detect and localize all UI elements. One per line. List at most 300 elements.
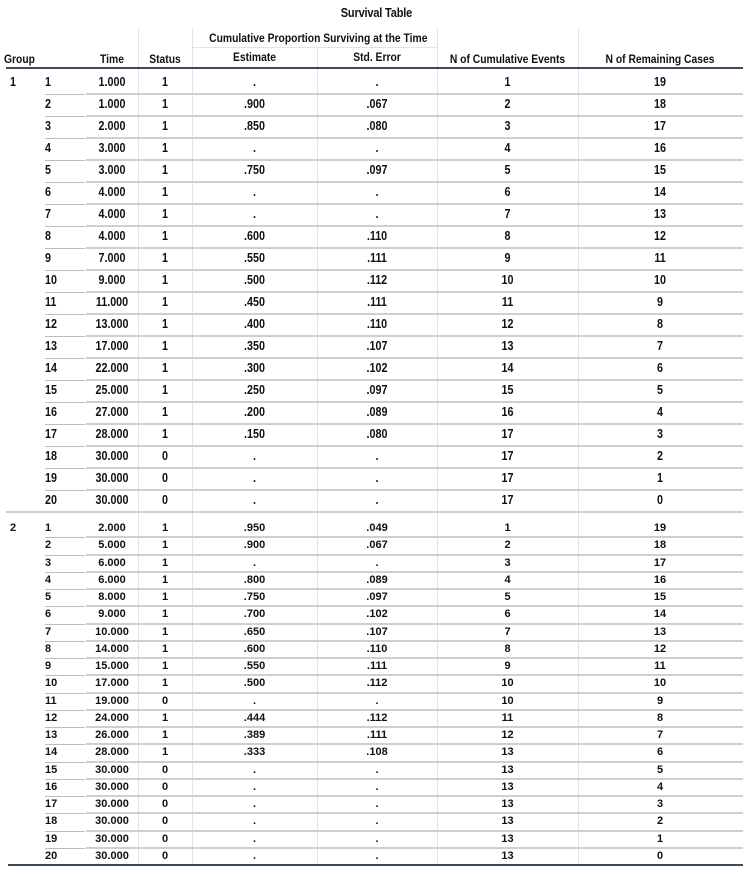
row-number: 7 bbox=[45, 625, 52, 638]
n-cumulative-events-cell: 13 bbox=[501, 780, 514, 793]
row-divider bbox=[86, 137, 743, 139]
row-number: 10 bbox=[45, 677, 58, 690]
row-number: 19 bbox=[45, 832, 58, 845]
n-cumulative-events-cell: 13 bbox=[501, 763, 514, 776]
row-number: 6 bbox=[45, 185, 51, 199]
row-number-divider bbox=[45, 336, 85, 337]
estimate-cell: .950 bbox=[243, 522, 266, 534]
n-remaining-cases-cell: 14 bbox=[653, 608, 667, 621]
row-number: 16 bbox=[45, 405, 57, 419]
estimate-cell: . bbox=[252, 849, 257, 862]
time-cell: 30.000 bbox=[95, 849, 129, 862]
time-cell: 2.000 bbox=[98, 119, 126, 133]
row-divider bbox=[86, 571, 743, 573]
row-number-divider bbox=[45, 116, 85, 117]
status-cell: 0 bbox=[162, 493, 168, 507]
status-cell: 1 bbox=[162, 207, 168, 221]
time-cell: 8.000 bbox=[98, 591, 126, 603]
std-error-cell: .107 bbox=[366, 339, 388, 353]
header-rule bbox=[6, 67, 743, 69]
n-cumulative-events-cell: 17 bbox=[501, 493, 514, 507]
row-number: 20 bbox=[45, 493, 57, 507]
row-divider bbox=[86, 743, 743, 745]
status-cell: 1 bbox=[161, 573, 169, 586]
status-cell: 1 bbox=[162, 97, 168, 111]
status-cell: 1 bbox=[162, 185, 168, 199]
n-remaining-cases-cell: 15 bbox=[653, 591, 667, 603]
row-number: 1 bbox=[45, 75, 51, 89]
header-n-remaining-cases: N of Remaining Cases bbox=[605, 52, 715, 66]
row-divider bbox=[86, 726, 743, 728]
time-cell: 30.000 bbox=[95, 780, 129, 793]
time-cell: 2.000 bbox=[98, 522, 126, 534]
row-divider bbox=[86, 291, 743, 293]
row-number: 2 bbox=[45, 97, 51, 111]
header-std-error: Std. Error bbox=[353, 50, 401, 64]
row-number-divider bbox=[45, 727, 85, 728]
std-error-cell: .080 bbox=[366, 427, 388, 441]
estimate-cell: .600 bbox=[244, 229, 265, 243]
status-cell: 0 bbox=[161, 763, 169, 776]
estimate-cell: . bbox=[252, 493, 256, 507]
n-cumulative-events-cell: 17 bbox=[501, 449, 514, 463]
n-remaining-cases-cell: 12 bbox=[654, 229, 666, 243]
estimate-cell: .600 bbox=[243, 642, 266, 655]
n-remaining-cases-cell: 6 bbox=[657, 361, 663, 375]
row-number: 3 bbox=[45, 556, 52, 569]
n-cumulative-events-cell: 11 bbox=[501, 711, 514, 724]
row-number-divider bbox=[45, 468, 85, 469]
time-cell: 30.000 bbox=[95, 832, 129, 845]
row-number-divider bbox=[45, 796, 85, 797]
std-error-cell: . bbox=[375, 141, 379, 155]
estimate-cell: . bbox=[252, 185, 256, 199]
n-cumulative-events-cell: 5 bbox=[504, 591, 511, 603]
n-remaining-cases-cell: 12 bbox=[653, 642, 667, 655]
row-number: 10 bbox=[45, 273, 57, 287]
n-remaining-cases-cell: 9 bbox=[656, 694, 664, 707]
status-cell: 1 bbox=[161, 539, 169, 552]
header-time: Time bbox=[100, 52, 124, 66]
estimate-cell: .444 bbox=[243, 711, 266, 724]
group-label: 2 bbox=[10, 522, 17, 534]
estimate-cell: .900 bbox=[244, 97, 265, 111]
std-error-cell: .111 bbox=[367, 295, 387, 309]
time-cell: 6.000 bbox=[98, 573, 126, 586]
std-error-cell: . bbox=[375, 780, 379, 793]
time-cell: 19.000 bbox=[95, 694, 129, 707]
status-cell: 1 bbox=[161, 625, 169, 638]
time-cell: 9.000 bbox=[98, 608, 126, 621]
n-remaining-cases-cell: 3 bbox=[656, 798, 664, 810]
estimate-cell: .389 bbox=[243, 729, 266, 741]
estimate-cell: . bbox=[252, 471, 256, 485]
time-cell: 4.000 bbox=[98, 185, 126, 199]
estimate-cell: .300 bbox=[244, 361, 265, 375]
row-number-divider bbox=[45, 446, 85, 447]
time-cell: 26.000 bbox=[95, 729, 129, 741]
row-divider bbox=[86, 657, 743, 659]
row-number-divider bbox=[45, 744, 85, 745]
n-cumulative-events-cell: 10 bbox=[501, 273, 514, 287]
row-divider bbox=[86, 445, 743, 447]
time-cell: 6.000 bbox=[98, 556, 126, 569]
n-cumulative-events-cell: 8 bbox=[504, 642, 511, 655]
row-divider bbox=[86, 812, 743, 814]
status-cell: 1 bbox=[162, 119, 168, 133]
row-number: 13 bbox=[45, 339, 57, 353]
header-status: Status bbox=[149, 52, 181, 66]
status-cell: 0 bbox=[161, 780, 169, 793]
n-remaining-cases-cell: 10 bbox=[653, 677, 667, 690]
n-remaining-cases-cell: 2 bbox=[656, 815, 664, 828]
row-divider bbox=[86, 203, 743, 205]
std-error-cell: .080 bbox=[366, 119, 388, 133]
n-remaining-cases-cell: 13 bbox=[653, 625, 667, 638]
std-error-cell: .049 bbox=[366, 522, 388, 534]
row-number: 11 bbox=[45, 694, 57, 707]
std-error-cell: .089 bbox=[366, 405, 388, 419]
row-divider bbox=[86, 795, 743, 797]
time-cell: 11.000 bbox=[95, 295, 129, 309]
row-number-divider bbox=[45, 226, 85, 227]
status-cell: 1 bbox=[162, 383, 168, 397]
row-number-divider bbox=[45, 537, 85, 538]
time-cell: 1.000 bbox=[98, 75, 126, 89]
estimate-cell: . bbox=[252, 763, 257, 776]
bottom-rule bbox=[8, 864, 743, 866]
n-remaining-cases-cell: 4 bbox=[656, 780, 664, 793]
time-cell: 4.000 bbox=[98, 207, 126, 221]
row-number: 18 bbox=[45, 449, 57, 463]
row-number: 4 bbox=[45, 573, 52, 586]
n-remaining-cases-cell: 6 bbox=[656, 746, 664, 759]
n-cumulative-events-cell: 14 bbox=[501, 361, 514, 375]
status-cell: 1 bbox=[161, 677, 169, 690]
std-error-cell: . bbox=[375, 493, 379, 507]
n-cumulative-events-cell: 13 bbox=[501, 849, 514, 862]
row-number-divider bbox=[45, 270, 85, 271]
group-divider bbox=[6, 511, 743, 513]
row-divider bbox=[86, 536, 743, 538]
row-number: 7 bbox=[45, 207, 51, 221]
n-cumulative-events-cell: 12 bbox=[501, 317, 514, 331]
row-number: 14 bbox=[45, 746, 58, 759]
status-cell: 1 bbox=[161, 746, 169, 759]
header-group: Group bbox=[4, 52, 35, 66]
std-error-cell: . bbox=[375, 449, 379, 463]
std-error-cell: .089 bbox=[366, 573, 388, 586]
n-cumulative-events-cell: 7 bbox=[504, 207, 511, 221]
row-number-divider bbox=[45, 358, 85, 359]
status-cell: 1 bbox=[161, 556, 169, 569]
estimate-cell: .150 bbox=[244, 427, 265, 441]
row-number-divider bbox=[45, 204, 85, 205]
row-number: 5 bbox=[45, 591, 52, 603]
estimate-cell: .700 bbox=[243, 608, 266, 621]
status-cell: 1 bbox=[161, 608, 169, 621]
row-number-divider bbox=[45, 182, 85, 183]
time-cell: 30.000 bbox=[95, 798, 129, 810]
row-divider bbox=[86, 115, 743, 117]
n-remaining-cases-cell: 13 bbox=[654, 207, 666, 221]
row-divider bbox=[86, 247, 743, 249]
time-cell: 25.000 bbox=[95, 383, 129, 397]
row-number: 20 bbox=[45, 849, 58, 862]
row-number: 1 bbox=[45, 522, 52, 534]
row-number: 17 bbox=[45, 427, 57, 441]
n-cumulative-events-cell: 2 bbox=[504, 97, 511, 111]
row-divider bbox=[86, 357, 743, 359]
status-cell: 1 bbox=[162, 339, 168, 353]
n-cumulative-events-cell: 13 bbox=[501, 832, 514, 845]
estimate-cell: .350 bbox=[244, 339, 265, 353]
n-cumulative-events-cell: 10 bbox=[501, 694, 514, 707]
std-error-cell: .110 bbox=[366, 642, 388, 655]
estimate-cell: .550 bbox=[243, 660, 266, 672]
row-number-divider bbox=[45, 402, 85, 403]
n-remaining-cases-cell: 11 bbox=[654, 251, 666, 265]
status-cell: 1 bbox=[162, 317, 168, 331]
row-divider bbox=[86, 467, 743, 469]
time-cell: 30.000 bbox=[95, 449, 129, 463]
status-cell: 0 bbox=[162, 449, 168, 463]
n-remaining-cases-cell: 11 bbox=[654, 660, 666, 672]
row-number-divider bbox=[45, 424, 85, 425]
n-remaining-cases-cell: 4 bbox=[657, 405, 663, 419]
row-number-divider bbox=[45, 314, 85, 315]
row-number: 8 bbox=[45, 229, 51, 243]
time-cell: 17.000 bbox=[95, 677, 129, 690]
time-cell: 5.000 bbox=[98, 539, 126, 552]
time-cell: 28.000 bbox=[95, 427, 129, 441]
n-remaining-cases-cell: 18 bbox=[653, 539, 667, 552]
time-cell: 9.000 bbox=[98, 273, 126, 287]
estimate-cell: .750 bbox=[244, 163, 265, 177]
row-divider bbox=[86, 640, 743, 642]
status-cell: 0 bbox=[161, 832, 169, 845]
n-cumulative-events-cell: 5 bbox=[504, 163, 511, 177]
row-divider bbox=[86, 709, 743, 711]
n-cumulative-events-cell: 13 bbox=[501, 815, 514, 828]
n-remaining-cases-cell: 0 bbox=[656, 849, 664, 862]
std-error-cell: . bbox=[375, 798, 379, 810]
std-error-cell: .110 bbox=[366, 229, 388, 243]
n-remaining-cases-cell: 8 bbox=[656, 711, 664, 724]
header-subdivider bbox=[192, 47, 437, 48]
n-cumulative-events-cell: 9 bbox=[504, 660, 511, 672]
std-error-cell: . bbox=[375, 207, 379, 221]
row-divider bbox=[86, 401, 743, 403]
row-number-divider bbox=[45, 380, 85, 381]
std-error-cell: .107 bbox=[366, 625, 388, 638]
time-cell: 14.000 bbox=[95, 642, 129, 655]
row-divider bbox=[86, 93, 743, 95]
std-error-cell: . bbox=[375, 849, 379, 862]
std-error-cell: . bbox=[375, 556, 379, 569]
row-divider bbox=[86, 379, 743, 381]
status-cell: 1 bbox=[161, 660, 169, 672]
std-error-cell: .110 bbox=[366, 317, 388, 331]
estimate-cell: . bbox=[252, 556, 257, 569]
header-estimate: Estimate bbox=[232, 50, 277, 64]
status-cell: 1 bbox=[162, 229, 168, 243]
time-cell: 30.000 bbox=[95, 763, 129, 776]
status-cell: 1 bbox=[161, 642, 169, 655]
n-cumulative-events-cell: 10 bbox=[501, 677, 514, 690]
row-divider bbox=[86, 159, 743, 161]
estimate-cell: .450 bbox=[244, 295, 265, 309]
n-cumulative-events-cell: 3 bbox=[504, 119, 511, 133]
status-cell: 1 bbox=[162, 273, 168, 287]
n-cumulative-events-cell: 3 bbox=[504, 556, 511, 569]
status-cell: 1 bbox=[161, 729, 169, 741]
row-number-divider bbox=[45, 490, 85, 491]
row-number: 2 bbox=[45, 539, 52, 552]
status-cell: 1 bbox=[162, 295, 168, 309]
estimate-cell: .750 bbox=[243, 591, 266, 603]
estimate-cell: .250 bbox=[244, 383, 265, 397]
n-cumulative-events-cell: 4 bbox=[504, 141, 511, 155]
row-number-divider bbox=[45, 292, 85, 293]
status-cell: 1 bbox=[162, 427, 168, 441]
n-cumulative-events-cell: 16 bbox=[501, 405, 514, 419]
std-error-cell: . bbox=[375, 471, 379, 485]
estimate-cell: . bbox=[252, 832, 257, 845]
row-divider bbox=[86, 674, 743, 676]
n-cumulative-events-cell: 9 bbox=[504, 251, 511, 265]
estimate-cell: .200 bbox=[244, 405, 265, 419]
n-remaining-cases-cell: 3 bbox=[657, 427, 663, 441]
estimate-cell: . bbox=[252, 798, 257, 810]
n-remaining-cases-cell: 16 bbox=[654, 141, 666, 155]
n-remaining-cases-cell: 18 bbox=[654, 97, 666, 111]
std-error-cell: .112 bbox=[366, 677, 388, 690]
row-number: 11 bbox=[45, 295, 57, 309]
row-number: 6 bbox=[45, 608, 52, 621]
estimate-cell: .500 bbox=[243, 677, 266, 690]
n-remaining-cases-cell: 17 bbox=[653, 556, 667, 569]
row-number: 8 bbox=[45, 642, 52, 655]
header-cumulative-proportion: Cumulative Proportion Surviving at the Time bbox=[209, 31, 428, 45]
estimate-cell: . bbox=[252, 75, 256, 89]
n-cumulative-events-cell: 1 bbox=[504, 522, 511, 534]
time-cell: 7.000 bbox=[98, 251, 126, 265]
time-cell: 27.000 bbox=[95, 405, 129, 419]
n-remaining-cases-cell: 19 bbox=[654, 75, 666, 89]
row-number-divider bbox=[45, 813, 85, 814]
std-error-cell: .112 bbox=[366, 273, 388, 287]
std-error-cell: .102 bbox=[366, 608, 388, 621]
row-number-divider bbox=[45, 138, 85, 139]
n-remaining-cases-cell: 1 bbox=[657, 471, 663, 485]
status-cell: 1 bbox=[162, 361, 168, 375]
time-cell: 10.000 bbox=[95, 625, 129, 638]
n-cumulative-events-cell: 11 bbox=[501, 295, 514, 309]
std-error-cell: . bbox=[375, 832, 379, 845]
time-cell: 15.000 bbox=[95, 660, 129, 672]
row-divider bbox=[86, 588, 743, 590]
n-cumulative-events-cell: 7 bbox=[504, 625, 511, 638]
row-number: 14 bbox=[45, 361, 57, 375]
std-error-cell: . bbox=[375, 185, 379, 199]
row-divider bbox=[86, 423, 743, 425]
estimate-cell: .500 bbox=[244, 273, 265, 287]
row-divider bbox=[86, 847, 743, 849]
n-remaining-cases-cell: 9 bbox=[657, 295, 663, 309]
status-cell: 0 bbox=[161, 849, 169, 862]
status-cell: 1 bbox=[162, 405, 168, 419]
row-number-divider bbox=[45, 94, 85, 95]
n-cumulative-events-cell: 8 bbox=[504, 229, 511, 243]
n-remaining-cases-cell: 10 bbox=[654, 273, 666, 287]
row-number: 4 bbox=[45, 141, 51, 155]
status-cell: 1 bbox=[161, 591, 169, 603]
status-cell: 0 bbox=[161, 815, 169, 828]
estimate-cell: . bbox=[252, 207, 256, 221]
estimate-cell: .333 bbox=[243, 746, 266, 759]
std-error-cell: .108 bbox=[366, 746, 388, 759]
time-cell: 28.000 bbox=[95, 746, 129, 759]
n-remaining-cases-cell: 17 bbox=[654, 119, 666, 133]
n-remaining-cases-cell: 16 bbox=[653, 573, 667, 586]
n-cumulative-events-cell: 13 bbox=[501, 339, 514, 353]
n-cumulative-events-cell: 17 bbox=[501, 471, 514, 485]
row-divider bbox=[86, 605, 743, 607]
status-cell: 1 bbox=[162, 141, 168, 155]
n-cumulative-events-cell: 4 bbox=[504, 573, 511, 586]
estimate-cell: . bbox=[252, 141, 256, 155]
status-cell: 1 bbox=[161, 522, 169, 534]
header-n-cumulative-events: N of Cumulative Events bbox=[449, 52, 566, 66]
row-number: 18 bbox=[45, 815, 58, 828]
estimate-cell: .800 bbox=[243, 573, 266, 586]
estimate-cell: . bbox=[252, 694, 257, 707]
time-cell: 4.000 bbox=[98, 229, 126, 243]
std-error-cell: . bbox=[375, 75, 379, 89]
n-cumulative-events-cell: 2 bbox=[504, 539, 511, 552]
n-cumulative-events-cell: 1 bbox=[504, 75, 511, 89]
row-number: 5 bbox=[45, 163, 51, 177]
n-cumulative-events-cell: 6 bbox=[504, 185, 511, 199]
n-remaining-cases-cell: 5 bbox=[656, 763, 664, 776]
time-cell: 13.000 bbox=[95, 317, 129, 331]
group-label: 1 bbox=[10, 75, 16, 89]
n-remaining-cases-cell: 15 bbox=[654, 163, 666, 177]
n-remaining-cases-cell: 1 bbox=[656, 832, 664, 845]
estimate-cell: .900 bbox=[243, 539, 266, 552]
row-number: 13 bbox=[45, 729, 58, 741]
time-cell: 30.000 bbox=[95, 471, 129, 485]
std-error-cell: .112 bbox=[366, 711, 388, 724]
row-divider bbox=[86, 225, 743, 227]
estimate-cell: . bbox=[252, 780, 257, 793]
n-remaining-cases-cell: 14 bbox=[654, 185, 666, 199]
std-error-cell: .097 bbox=[366, 163, 388, 177]
n-cumulative-events-cell: 17 bbox=[501, 427, 514, 441]
estimate-cell: . bbox=[252, 449, 256, 463]
n-remaining-cases-cell: 2 bbox=[657, 449, 663, 463]
time-cell: 30.000 bbox=[95, 493, 129, 507]
estimate-cell: .850 bbox=[244, 119, 265, 133]
estimate-cell: .650 bbox=[243, 625, 266, 638]
row-divider bbox=[86, 778, 743, 780]
status-cell: 1 bbox=[161, 711, 169, 724]
row-divider bbox=[86, 335, 743, 337]
time-cell: 22.000 bbox=[95, 361, 129, 375]
row-number: 9 bbox=[45, 660, 52, 672]
row-number-divider bbox=[45, 658, 85, 659]
